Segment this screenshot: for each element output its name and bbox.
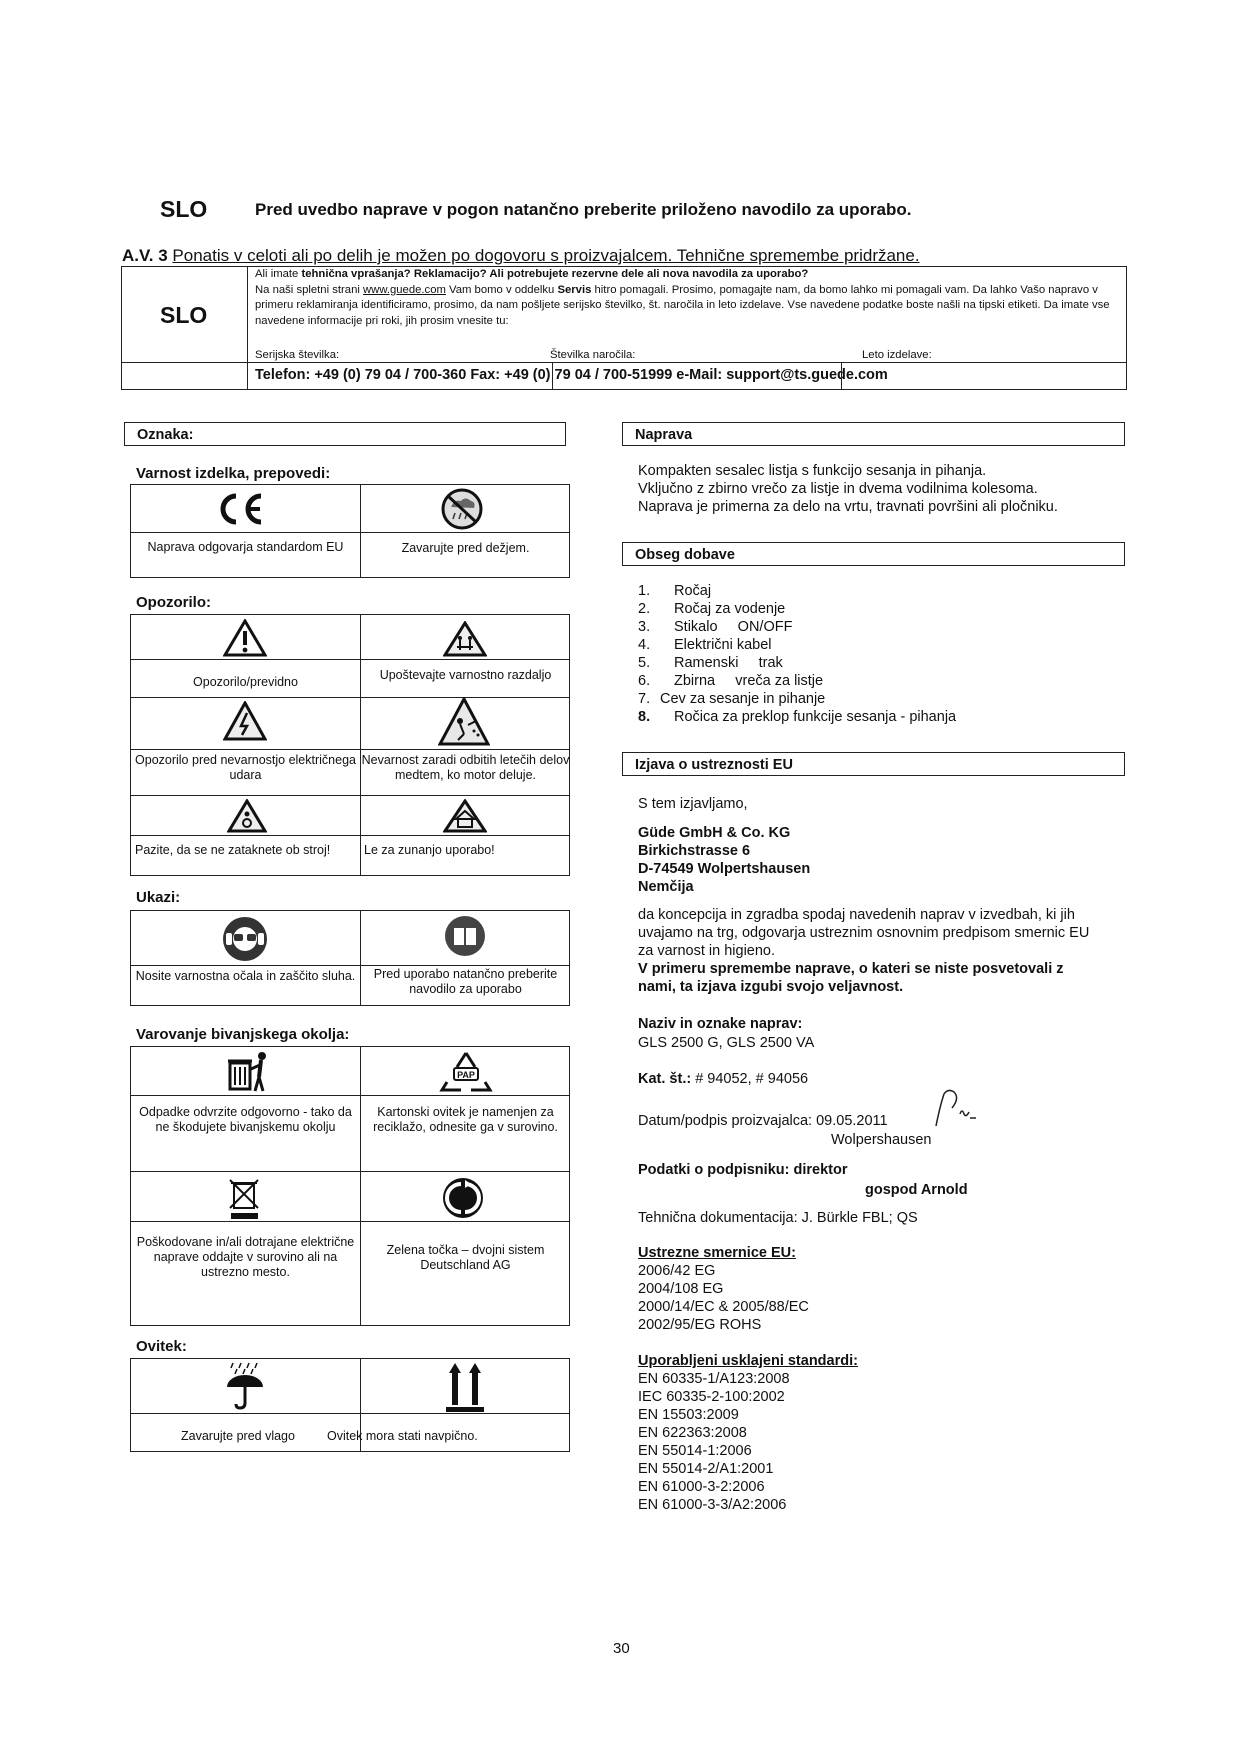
standard-item: EN 55014-2/A1:2001 <box>638 1461 774 1477</box>
declaration-warning: V primeru spremembe naprave, o kateri se niste posvetovali z nami, ta izjava izgubi svojo veljavnost. <box>638 961 1064 995</box>
description-line: Naprava je primerna za delo na vrtu, travnati površini ali pločniku. <box>638 499 1058 515</box>
warning-label: Opozorilo/previdno <box>193 675 298 689</box>
description-line: Vključno z zbirno vrečo za listje in dvema vodilnima kolesoma. <box>638 481 1038 497</box>
contact-question-prefix: Ali imate <box>255 268 302 280</box>
contact-box <box>121 266 1127 390</box>
standard-item: EN 60335-1/A123:2008 <box>638 1371 790 1387</box>
this-way-up-icon <box>445 1361 485 1413</box>
av-prefix: A.V. 3 <box>122 246 168 265</box>
page-number: 30 <box>613 1640 630 1657</box>
opozorilo-title: Opozorilo: <box>136 594 211 611</box>
standard-item: EN 61000-3-3/A2:2006 <box>638 1497 787 1513</box>
ce-mark-icon <box>216 493 266 525</box>
language-code: SLO <box>160 196 208 222</box>
standard-item: EN 15503:2009 <box>638 1407 739 1423</box>
contact-question: tehnična vprašanja? Reklamacijo? Ali potrebujete rezervne dele ali nova navodila za uporabo? <box>301 268 809 280</box>
list-item: 2. Ročaj za vodenje <box>638 601 786 617</box>
signature-image <box>932 1088 982 1130</box>
naziv-title: Naziv in oznake naprav: <box>638 1016 803 1032</box>
list-item: 1. Ročaj <box>638 583 712 599</box>
obseg-header: Obseg dobave <box>622 542 1125 566</box>
rain-prohibition-icon <box>439 487 485 531</box>
contact-line-a: Na naši spletni strani <box>255 283 363 296</box>
av-notice <box>122 246 920 266</box>
ovitek-grid <box>130 1358 570 1452</box>
standards-list <box>638 1352 858 1514</box>
list-item: 6. Zbirna vreča za listje <box>638 673 824 689</box>
goggles-label: Nosite varnostna očala in zaščito sluha. <box>135 969 356 983</box>
okolje-grid <box>130 1046 570 1326</box>
manual-label: Pred uporabo natančno preberite navodilo za uporabo <box>373 967 558 996</box>
green-dot-label: Zelena točka – dvojni sistem Deutschland AG <box>386 1243 545 1272</box>
trip-hazard-icon <box>227 799 267 833</box>
header-title: Pred uvedbo naprave v pogon natančno preberite priloženo navodilo za uporabo. <box>255 200 912 219</box>
company-line: D-74549 Wolpertshausen <box>638 861 811 877</box>
pap-text: PAP <box>457 1070 475 1080</box>
directive-item: 2000/14/EC & 2005/88/EC <box>638 1299 809 1315</box>
directives-title: Ustrezne smernice EU: <box>638 1245 796 1261</box>
directive-item: 2004/108 EG <box>638 1281 724 1297</box>
catalog-value: # 94052, # 94056 <box>691 1071 809 1087</box>
company-line: Güde GmbH & Co. KG <box>638 825 791 841</box>
waste-label: Odpadke odvrzite odgovorno - tako da ne škodujete bivanjskemu okolju <box>139 1105 352 1134</box>
declaration-text <box>638 906 1098 996</box>
device-description <box>638 462 1058 516</box>
rain-label: Zavarujte pred dežjem. <box>401 541 530 555</box>
ce-label: Naprava odgovarja standardom EU <box>147 540 344 554</box>
umbrella-icon <box>223 1361 267 1411</box>
website-link[interactable]: www.guede.com <box>363 283 446 296</box>
catalog-label: Kat. št.: <box>638 1071 692 1087</box>
declaration-body: da koncepcija in zgradba spodaj navedenih naprav v izvedbah, ki jih uvajamo na trg, odgovarja ustreznim osnovnim predpisom smernic EU za varnost in higieno. <box>638 907 1090 959</box>
list-item: 3. Stikalo ON/OFF <box>638 619 793 635</box>
moisture-label: Zavarujte pred vlago <box>181 1429 295 1443</box>
signatory-title: Podatki o podpisniku: direktor <box>638 1162 848 1178</box>
okolje-title: Varovanje bivanjskega okolja: <box>136 1026 350 1043</box>
list-item: 8. Ročica za preklop funkcije sesanja - pihanja <box>638 709 957 725</box>
green-dot-icon <box>441 1176 485 1220</box>
upright-label: Ovitek mora stati navpično. <box>327 1429 478 1443</box>
description-line: Kompakten sesalec listja s funkcijo sesanja in pihanja. <box>638 463 987 479</box>
electric-shock-icon <box>223 701 267 741</box>
varnost-title: Varnost izdelka, prepovedi: <box>136 465 331 482</box>
goggles-ear-protection-icon <box>221 915 269 963</box>
contact-language-code: SLO <box>160 302 208 328</box>
contact-text <box>255 267 1120 329</box>
standard-item: EN 55014-1:2006 <box>638 1443 752 1459</box>
standards-title: Uporabljeni usklajeni standardi: <box>638 1353 858 1369</box>
catalog-number <box>638 1070 808 1088</box>
year-label: Leto izdelave: <box>862 349 932 361</box>
signature-place: Wolpershausen <box>831 1132 932 1148</box>
serial-label: Serijska številka: <box>255 349 340 361</box>
list-item: 7. Cev za sesanje in pihanje <box>638 691 826 707</box>
standard-item: IEC 60335-2-100:2002 <box>638 1389 785 1405</box>
safety-distance-icon <box>443 621 487 657</box>
ukazi-grid <box>130 910 570 1006</box>
waste-bin-icon <box>226 1051 272 1093</box>
distance-label: Upoštevajte varnostno razdaljo <box>379 668 552 682</box>
opozorilo-grid <box>130 614 570 876</box>
ukazi-title: Ukazi: <box>136 889 181 906</box>
naprava-header: Naprava <box>622 422 1125 446</box>
ovitek-title: Ovitek: <box>136 1338 187 1355</box>
izjava-header: Izjava o ustreznosti EU <box>622 752 1125 776</box>
signatory-name: gospod Arnold <box>865 1182 968 1198</box>
directive-item: 2006/42 EG <box>638 1263 716 1279</box>
flying-parts-icon <box>438 697 490 747</box>
list-item: 4. Električni kabel <box>638 637 772 653</box>
standard-item: EN 61000-3-2:2006 <box>638 1479 765 1495</box>
device-models: GLS 2500 G, GLS 2500 VA <box>638 1035 815 1051</box>
outdoor-label: Le za zunanjo uporabo! <box>364 843 495 857</box>
company-address <box>638 824 810 896</box>
signature-date: Datum/podpis proizvajalca: 09.05.2011 <box>638 1113 888 1129</box>
company-line: Nemčija <box>638 879 694 895</box>
technical-documentation: Tehnična dokumentacija: J. Bürkle FBL; QS <box>638 1210 918 1226</box>
delivery-list <box>638 582 956 726</box>
directives-list <box>638 1244 809 1334</box>
oznaka-header: Oznaka: <box>124 422 566 446</box>
varnost-grid <box>130 484 570 578</box>
weee-bin-icon <box>225 1176 265 1220</box>
servis-label: Servis <box>557 283 592 296</box>
list-item: 5. Ramenski trak <box>638 655 783 671</box>
standard-item: EN 622363:2008 <box>638 1425 747 1441</box>
pap-recycling-icon <box>439 1050 493 1094</box>
pap-label: Kartonski ovitek je namenjen za reciklažo, odnesite ga v surovino. <box>373 1105 558 1134</box>
declaration-intro: S tem izjavljamo, <box>638 796 748 812</box>
directive-item: 2002/95/EG ROHS <box>638 1317 762 1333</box>
contact-phone-line: Telefon: +49 (0) 79 04 / 700-360 Fax: +49 (0) 79 04 / 700-51999 e-Mail: support@ts.guede.com <box>255 367 888 383</box>
company-line: Birkichstrasse 6 <box>638 843 751 859</box>
warning-triangle-icon <box>223 619 267 657</box>
contact-line-c: hitro pomagali. Prosimo, pomagajte nam, da bomo lahko mi pomagali vam. Da lahko Vašo napravo v primeru reklamiranja identificiramo, prosimo, da nam pošljete serijsko številko, št. naročila in leto izdelave. Vse navedene podatke boste našli na tipski etiketi. Da imate vse navedene informacije pri roki, jih prosim vnesite tu: <box>255 283 1110 327</box>
electric-label: Opozorilo pred nevarnostjo električnega udara <box>135 753 356 782</box>
order-label: Številka naročila: <box>550 349 636 361</box>
flying-parts-label: Nevarnost zaradi odbitih letečih delov medtem, ko motor deluje. <box>361 753 570 782</box>
read-manual-icon <box>443 914 487 958</box>
contact-line-b: Vam bomo v oddelku <box>445 283 558 296</box>
av-text: Ponatis v celoti ali po delih je možen po dogovoru s proizvajalcem. Tehnične spremembe pridržane. <box>172 246 920 265</box>
weee-label: Poškodovane in/ali dotrajane električne naprave oddajte v surovino ali na ustrezno mesto. <box>136 1235 355 1279</box>
outdoor-use-icon <box>443 799 487 833</box>
trip-label: Pazite, da se ne zataknete ob stroj! <box>135 843 331 857</box>
